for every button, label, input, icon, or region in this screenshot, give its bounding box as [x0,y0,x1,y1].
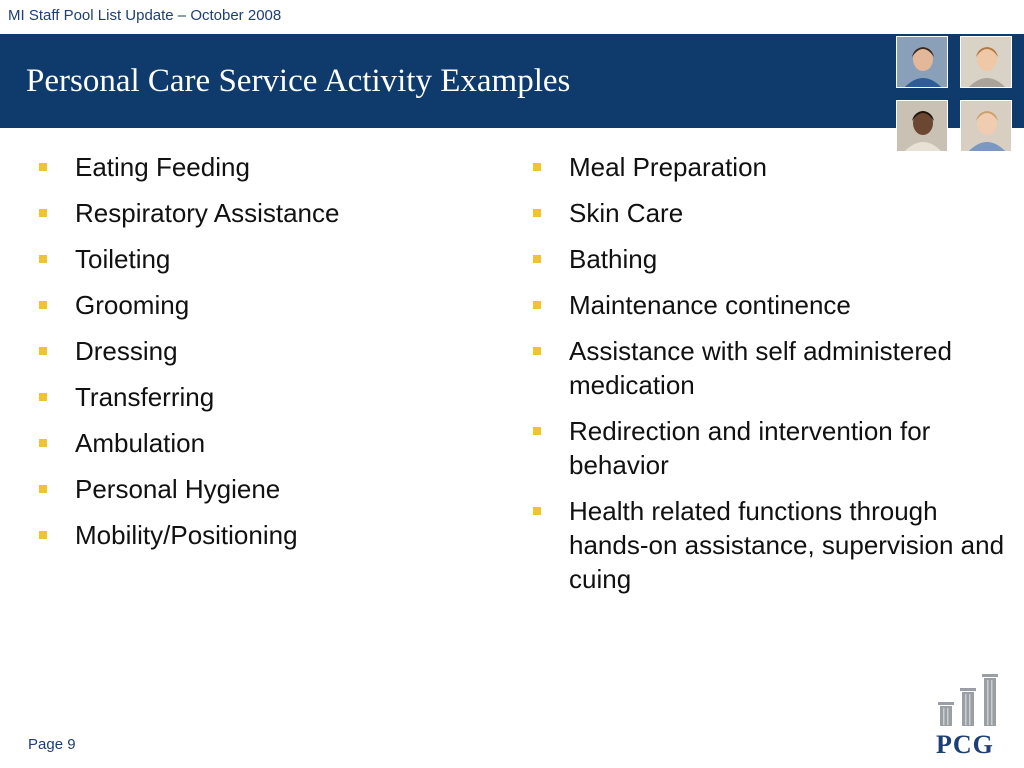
bullet-icon [533,347,541,355]
list-item-text: Eating Feeding [75,152,250,182]
bullet-icon [39,531,47,539]
list-item [530,150,1010,184]
list-item-text: Maintenance continence [569,290,851,320]
bullet-icon [39,485,47,493]
list-item-text: Bathing [569,244,658,274]
bullet-icon [39,209,47,217]
bullet-icon [533,507,541,515]
list-item [36,426,466,460]
list-item-text: Redirection and intervention for behavior [569,416,931,480]
list-item-text: Mobility/Positioning [75,520,298,550]
bullet-icon [533,427,541,435]
list-item-text: Meal Preparation [569,152,767,182]
list-item [36,288,466,322]
list-item-text: Respiratory Assistance [75,198,340,228]
bullet-icon [39,163,47,171]
list-item [36,472,466,506]
logo-text: PCG [936,730,994,759]
list-item [36,518,466,552]
bullet-icon [39,393,47,401]
list-item [36,196,466,230]
left-activity-list [36,150,466,564]
list-item-text: Transferring [75,382,215,412]
list-item-text: Grooming [75,290,190,320]
woman-photo-icon [960,36,1012,88]
list-item [530,494,1010,596]
list-item [36,380,466,414]
man-photo-icon [896,100,948,152]
list-item [530,288,1010,322]
list-item-text: Ambulation [75,428,206,458]
list-item [530,242,1010,276]
header-caption: MI Staff Pool List Update – October 2008 [8,7,282,24]
list-item-text: Health related functions through hands-on assistance, supervision and cuing [569,496,1005,594]
people-photo-icon [896,36,948,88]
bullet-icon [39,347,47,355]
bullet-icon [533,209,541,217]
bullet-icon [533,163,541,171]
list-item-text: Assistance with self administered medication [569,336,952,400]
bullet-icon [39,439,47,447]
list-item [36,242,466,276]
list-item [36,334,466,368]
bullet-icon [533,255,541,263]
pcg-logo [934,670,1006,762]
list-item-text: Personal Hygiene [75,474,281,504]
list-item [530,196,1010,230]
photo-grid [891,34,1024,128]
list-item [530,414,1010,482]
slide-title: Personal Care Service Activity Examples [26,63,571,99]
list-item [530,334,1010,402]
bullet-icon [39,301,47,309]
list-item [36,150,466,184]
list-item-text: Skin Care [569,198,684,228]
right-activity-list [530,150,1010,608]
columns-logo-icon [934,670,1006,728]
bullet-icon [533,301,541,309]
caregiver-photo-icon [960,100,1012,152]
list-item-text: Dressing [75,336,178,366]
bullet-icon [39,255,47,263]
title-band [0,34,891,128]
list-item-text: Toileting [75,244,171,274]
page-number: Page 9 [28,736,76,753]
